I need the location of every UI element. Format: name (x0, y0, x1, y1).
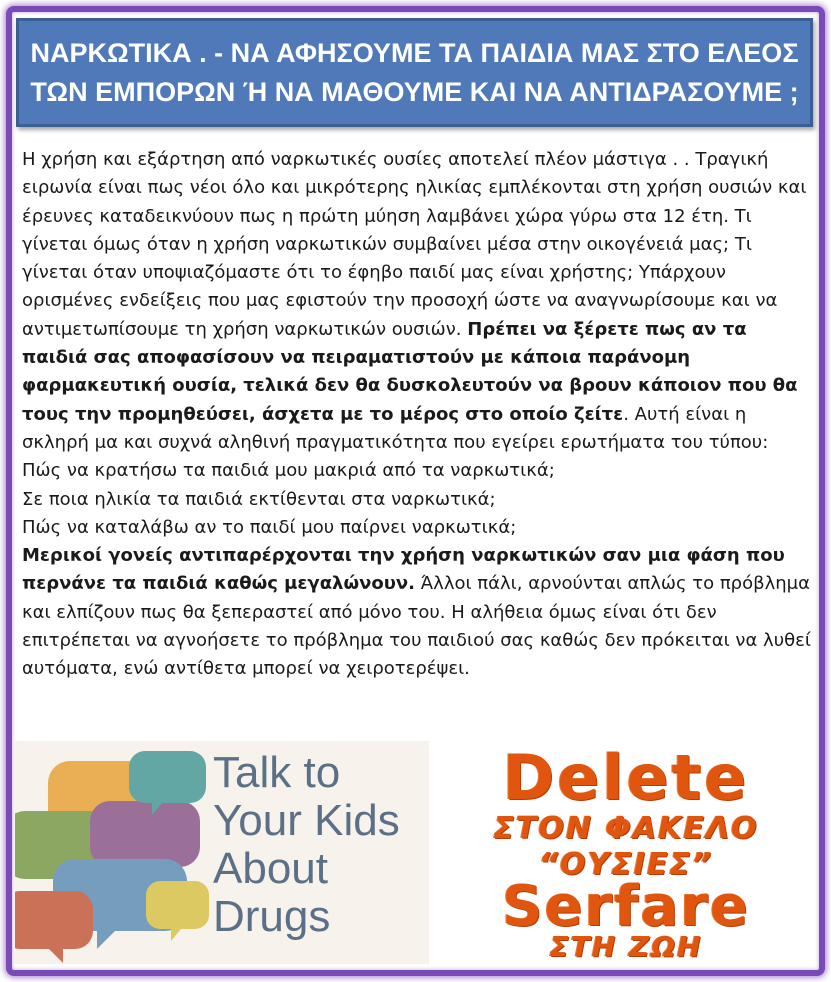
article-closing: Άλλοι πάλι, αρνούνται απλώς το πρόβλημα και ελπίζουν πως θα ξεπεραστεί από μόνο του. Η αλήθεια όμως είναι ότι δεν επιτρέπεται να αγνοήσετε το πρόβλημα του παιδιού σας καθώς δεν πρόκειται να λυθεί αυτόματα, ενώ αντίθετα μπορεί να χειροτερέψει. (22, 573, 811, 680)
page-title (20, 34, 808, 112)
caption-line: Talk to (213, 748, 341, 797)
caption-line: About (213, 844, 328, 893)
title-line-2: ΤΩΝ ΕΜΠΟΡΩΝ Ή ΝΑ ΜΑΘΟΥΜΕ ΚΑΙ ΝΑ ΑΝΤΙΔΡΑΣΟΥΜΕ ; (30, 76, 799, 107)
article-after-warning: . Αυτή είναι η σκληρή μα και συχνά αληθινή πραγματικότητα που εγείρει ερωτήματα του τύπου: (22, 403, 769, 453)
article-bold-warning: Πρέπει να ξέρετε πως αν τα παιδιά σας αποφασίσουν να πειραματιστούν με κάποια παράνομη φαρμακευτική ουσία, τελικά δεν θα δυσκολευτούν να βρουν κάποιον που θα τους την προμηθεύσει, άσχετα με το μέρος στο οποίο ζείτε (22, 318, 798, 425)
title-banner (16, 18, 813, 127)
life-line: ΣΤΗ ΖΩΗ (549, 930, 703, 963)
talk-to-kids-caption (213, 749, 428, 941)
question-item: Σε ποια ηλικία τα παιδιά εκτίθενται στα ναρκωτικά; (22, 488, 496, 510)
talk-to-kids-image (15, 741, 429, 964)
substances-line: “ΟΥΣΙΕΣ” (538, 847, 714, 882)
serfare-word: Serfare (502, 874, 750, 939)
caption-line: Drugs (213, 892, 331, 941)
question-item: Πώς να καταλάβω αν το παιδί μου παίρνει ναρκωτικά; (22, 516, 517, 538)
folder-line: ΣΤΟΝ ΦΑΚΕΛΟ (493, 811, 759, 846)
delete-word: Delete (502, 741, 750, 814)
question-item: Πώς να κρατήσω τα παιδιά μου μακριά από τα ναρκωτικά; (22, 460, 555, 482)
article-intro: Η χρήση και εξάρτηση από ναρκωτικές ουσίες αποτελεί πλέον μάστιγα . . Τραγική ειρωνία είναι πως νέοι όλο και μικρότερης ηλικίας εμπλέκονται στη χρήση ουσιών και έρευνες καταδεικνύουν πως η πρώτη μύηση λαμβάνει χώρα γύρω στα 12 έτη. Τι γίνεται όμως όταν η χρήση ναρκωτικών συμβαίνει μέσα στην οικογένειά μας; Τι γίνεται όταν υποψιαζόμαστε ότι το έφηβο παιδί μας είναι χρήστης; Υπάρχουν ορισμένες ενδείξεις που μας εφιστούν την προσοχή ώστε να αναγνωρίσουμε και να αντιμετωπίσουμε τη χρήση ναρκωτικών ουσιών. (22, 149, 807, 340)
delete-serfare-image (437, 741, 815, 964)
article-body (22, 146, 814, 684)
article-bold-parents: Μερικοί γονείς αντιπαρέρχονται την χρήση ναρκωτικών σαν μια φάση που περνάνε τα παιδιά καθώς μεγαλώνουν. (22, 545, 785, 595)
caption-line: Your Kids (213, 796, 400, 845)
title-line-1: ΝΑΡΚΩΤΙΚΑ . - ΝΑ ΑΦΗΣΟΥΜΕ ΤΑ ΠΑΙΔΙΑ ΜΑΣ ΣΤΟ ΕΛΕΟΣ (30, 37, 799, 68)
